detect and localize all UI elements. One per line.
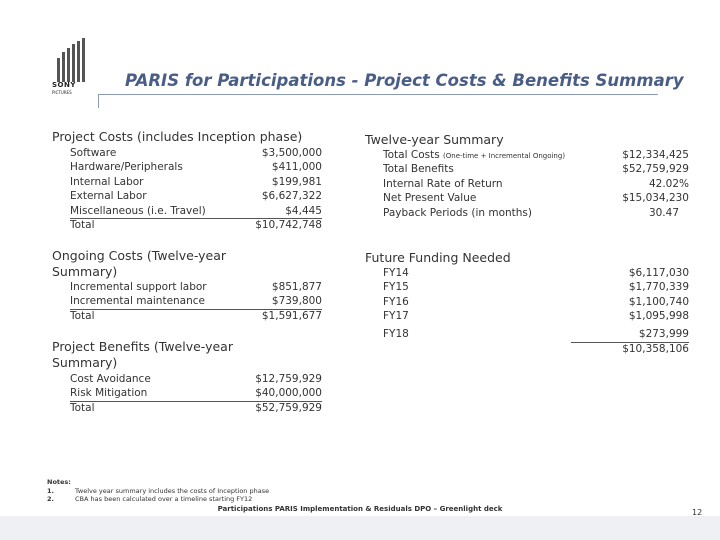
future-funding-value: $1,095,998 — [628, 310, 689, 323]
project-benefits-total-label: Total — [70, 402, 95, 414]
project-benefits-value: $40,000,000 — [255, 387, 322, 400]
ongoing-costs-label: Incremental support labor — [70, 281, 207, 293]
project-costs-heading: Project Costs (includes Inception phase) — [52, 129, 303, 144]
ongoing-costs-heading: Ongoing Costs (Twelve-year — [52, 248, 227, 263]
project-benefits-heading: Project Benefits (Twelve-year — [52, 339, 233, 354]
future-funding-label: FY16 — [383, 295, 409, 308]
project-costs-table — [70, 146, 322, 233]
future-funding-label: FY17 — [383, 310, 409, 323]
project-benefits-label: Risk Mitigation — [70, 387, 148, 400]
note-number: 1. — [47, 486, 54, 495]
ongoing-costs-heading-cont: Summary) — [52, 264, 118, 279]
future-funding-heading: Future Funding Needed — [365, 250, 511, 265]
twelve-year-label-note: (One-time + Incremental Ongoing) — [443, 152, 566, 160]
logo-stripes-icon — [56, 38, 86, 82]
page-title: PARIS for Participations - Project Costs & Benefits Summary — [125, 71, 684, 90]
twelve-year-value: 42.02% — [648, 177, 689, 190]
ongoing-costs-value: $851,877 — [271, 281, 322, 293]
twelve-year-value: 30.47 — [648, 206, 679, 219]
ongoing-costs-total-label: Total — [70, 310, 95, 322]
future-funding-label: FY14 — [383, 267, 409, 279]
twelve-year-label: Internal Rate of Return — [383, 177, 503, 190]
sony-pictures-logo — [52, 38, 86, 95]
twelve-year-label: Total Benefits — [383, 163, 454, 176]
project-costs-label: Hardware/Peripherals — [70, 161, 183, 174]
ongoing-costs-table — [70, 280, 322, 325]
project-costs-total-label: Total — [70, 219, 95, 231]
twelve-year-value: $12,334,425 — [622, 149, 689, 161]
project-costs-value: $3,500,000 — [261, 147, 322, 159]
twelve-year-summary-heading: Twelve-year Summary — [365, 132, 504, 147]
project-benefits-total-value: $52,759,929 — [255, 402, 322, 414]
future-funding-table — [383, 266, 689, 362]
ongoing-costs-value: $739,800 — [271, 295, 322, 308]
future-funding-label: FY15 — [383, 281, 409, 294]
twelve-year-value: $15,034,230 — [622, 192, 689, 205]
project-benefits-table — [70, 372, 322, 417]
twelve-year-label — [383, 148, 565, 163]
project-costs-label: Internal Labor — [70, 175, 144, 188]
notes-section — [47, 478, 269, 504]
page-number: 12 — [692, 508, 703, 517]
future-funding-value: $1,100,740 — [628, 295, 689, 308]
project-costs-label: External Labor — [70, 190, 147, 203]
title-divider — [98, 94, 658, 95]
ongoing-costs-label: Incremental maintenance — [70, 295, 206, 308]
project-costs-label: Software — [70, 147, 117, 159]
notes-heading: Notes: — [47, 478, 71, 486]
project-costs-label: Miscellaneous (i.e. Travel) — [70, 204, 206, 217]
future-funding-label: FY18 — [383, 328, 409, 340]
ongoing-costs-total-value: $1,591,677 — [261, 310, 322, 322]
bottom-bar — [0, 516, 720, 540]
twelve-year-label: Net Present Value — [383, 192, 477, 205]
logo-subtext: PICTURES — [52, 90, 72, 95]
note-item — [47, 495, 269, 504]
project-costs-value: $4,445 — [285, 204, 322, 217]
note-text: Twelve year summary includes the costs of Inception phase — [75, 486, 270, 495]
twelve-year-label-text: Total Costs — [383, 149, 440, 161]
project-benefits-label: Cost Avoidance — [70, 373, 151, 385]
note-text: CBA has been calculated over a timeline starting FY12 — [75, 495, 253, 503]
twelve-year-summary-table — [383, 148, 689, 222]
future-funding-value: $6,117,030 — [628, 267, 689, 279]
twelve-year-value: $52,759,929 — [622, 163, 689, 176]
project-benefits-heading-cont: Summary) — [52, 355, 118, 370]
project-benefits-value: $12,759,929 — [255, 373, 322, 385]
note-number: 2. — [47, 495, 54, 503]
twelve-year-label: Payback Periods (in months) — [383, 206, 532, 219]
project-costs-value: $411,000 — [271, 161, 322, 174]
future-funding-value: $273,999 — [638, 328, 689, 340]
project-costs-total-value: $10,742,748 — [255, 219, 322, 231]
future-funding-value: $1,770,339 — [628, 281, 689, 294]
title-divider-vertical — [98, 94, 99, 108]
footer-text: Participations PARIS Implementation & Residuals DPO – Greenlight deck — [217, 505, 503, 513]
project-costs-value: $6,627,322 — [261, 190, 322, 203]
logo-text: SONY — [52, 81, 76, 89]
note-item — [47, 487, 269, 496]
future-funding-total-value: $10,358,106 — [622, 343, 689, 355]
project-costs-value: $199,981 — [271, 175, 322, 188]
